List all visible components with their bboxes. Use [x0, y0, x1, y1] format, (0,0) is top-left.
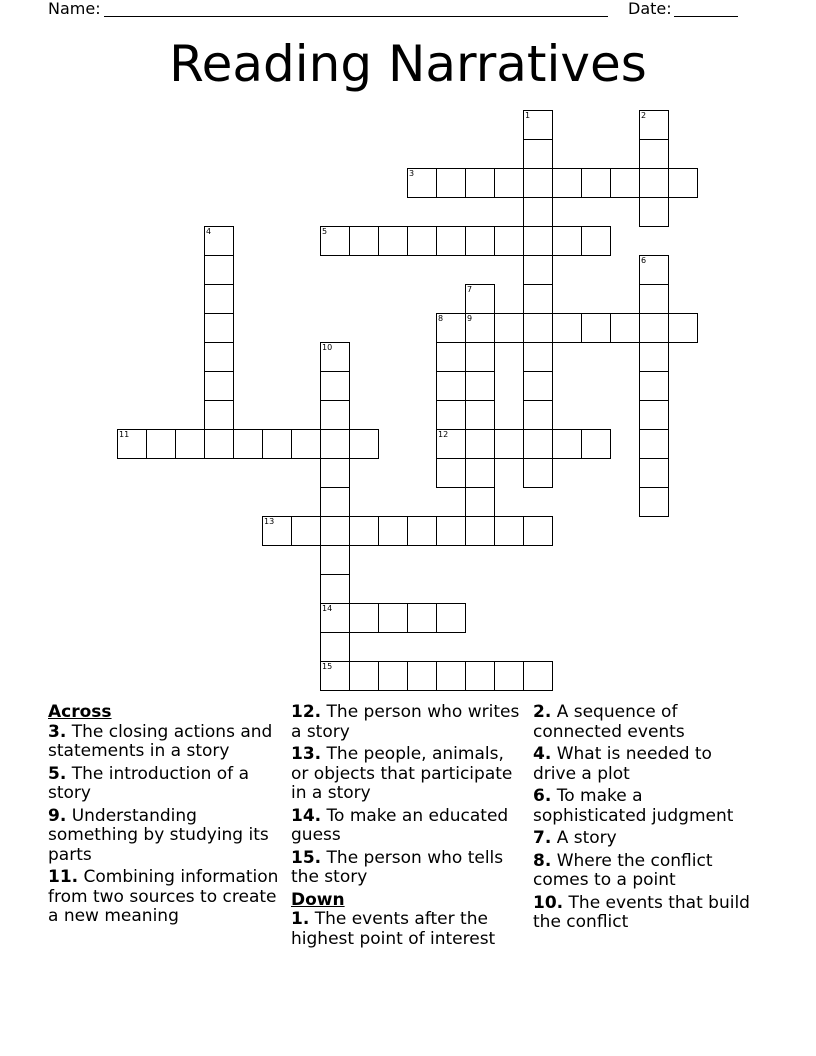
- grid-cell[interactable]: [262, 429, 292, 459]
- cell-number: 10: [322, 343, 333, 352]
- cell-number: 7: [467, 285, 473, 294]
- grid-cell[interactable]: [523, 371, 553, 401]
- grid-cell[interactable]: [436, 661, 466, 691]
- clue-across-11: 11. Combining information from two sources to create a new meaning: [48, 867, 279, 926]
- grid-cell[interactable]: [465, 429, 495, 459]
- grid-cell[interactable]: [407, 661, 437, 691]
- grid-cell[interactable]: [436, 458, 466, 488]
- grid-cell[interactable]: [523, 139, 553, 169]
- grid-cell[interactable]: [523, 255, 553, 285]
- cell-number: 6: [641, 256, 647, 265]
- grid-cell[interactable]: [581, 168, 611, 198]
- grid-cell[interactable]: [639, 168, 669, 198]
- grid-cell[interactable]: [465, 226, 495, 256]
- grid-cell[interactable]: [436, 342, 466, 372]
- grid-cell[interactable]: [581, 429, 611, 459]
- grid-cell[interactable]: [349, 516, 379, 546]
- grid-cell[interactable]: [494, 313, 524, 343]
- grid-cell[interactable]: [320, 632, 350, 662]
- grid-cell[interactable]: [639, 458, 669, 488]
- grid-cell[interactable]: [610, 168, 640, 198]
- name-label: Name:: [48, 0, 101, 18]
- grid-cell[interactable]: [320, 487, 350, 517]
- grid-cell[interactable]: [639, 313, 669, 343]
- grid-cell[interactable]: [639, 284, 669, 314]
- clue-across-12: 12. The person who writes a story: [291, 702, 520, 742]
- grid-cell[interactable]: [320, 371, 350, 401]
- grid-cell[interactable]: [465, 371, 495, 401]
- grid-cell[interactable]: [552, 226, 582, 256]
- grid-cell[interactable]: [204, 342, 234, 372]
- grid-cell[interactable]: [523, 226, 553, 256]
- across-heading: Across: [48, 702, 112, 722]
- grid-cell[interactable]: [320, 400, 350, 430]
- grid-cell[interactable]: [552, 168, 582, 198]
- grid-cell[interactable]: [407, 516, 437, 546]
- grid-cell[interactable]: [407, 603, 437, 633]
- grid-cell[interactable]: [378, 516, 408, 546]
- cell-number: 3: [409, 169, 415, 178]
- grid-cell[interactable]: [639, 429, 669, 459]
- grid-cell[interactable]: [233, 429, 263, 459]
- grid-cell[interactable]: [581, 313, 611, 343]
- grid-cell[interactable]: [436, 168, 466, 198]
- grid-cell[interactable]: [465, 168, 495, 198]
- grid-cell[interactable]: [349, 226, 379, 256]
- grid-cell[interactable]: [378, 226, 408, 256]
- grid-cell[interactable]: [407, 226, 437, 256]
- grid-cell[interactable]: [639, 342, 669, 372]
- grid-cell[interactable]: [639, 139, 669, 169]
- grid-cell[interactable]: [523, 400, 553, 430]
- grid-cell[interactable]: [175, 429, 205, 459]
- clue-across-13: 13. The people, animals, or objects that participate in a story: [291, 744, 513, 803]
- grid-cell[interactable]: [465, 458, 495, 488]
- cell-number: 12: [438, 430, 449, 439]
- grid-cell[interactable]: [320, 516, 350, 546]
- grid-cell[interactable]: [349, 429, 379, 459]
- cell-number: 13: [264, 517, 275, 526]
- grid-cell[interactable]: [320, 458, 350, 488]
- grid-cell[interactable]: [465, 400, 495, 430]
- date-label: Date:: [628, 0, 672, 18]
- grid-cell[interactable]: [639, 197, 669, 227]
- cell-number: 9: [467, 314, 473, 323]
- grid-cell[interactable]: [465, 516, 495, 546]
- clue-across-15: 15. The person who tells the story: [291, 847, 504, 887]
- grid-cell[interactable]: [494, 226, 524, 256]
- grid-cell[interactable]: [668, 313, 698, 343]
- grid-cell[interactable]: [465, 342, 495, 372]
- grid-cell[interactable]: [494, 661, 524, 691]
- grid-cell[interactable]: [436, 516, 466, 546]
- cell-number: 1: [525, 111, 531, 120]
- clue-down-2: 2. A sequence of connected events: [533, 702, 685, 742]
- grid-cell[interactable]: [436, 603, 466, 633]
- grid-cell[interactable]: [320, 574, 350, 604]
- clue-across-3: 3. The closing actions and statements in a story: [48, 721, 273, 761]
- grid-cell[interactable]: [291, 516, 321, 546]
- grid-cell[interactable]: [523, 516, 553, 546]
- grid-cell[interactable]: [465, 487, 495, 517]
- grid-cell[interactable]: [436, 400, 466, 430]
- grid-cell[interactable]: [204, 255, 234, 285]
- grid-cell[interactable]: [552, 313, 582, 343]
- clue-down-10: 10. The events that build the conflict: [533, 892, 750, 932]
- grid-cell[interactable]: [668, 168, 698, 198]
- grid-cell[interactable]: [523, 458, 553, 488]
- cell-number: 15: [322, 662, 333, 671]
- clue-across-5: 5. The introduction of a story: [48, 763, 249, 803]
- grid-cell[interactable]: [146, 429, 176, 459]
- clue-down-6: 6. To make a sophisticated judgment: [533, 786, 734, 826]
- grid-cell[interactable]: [494, 429, 524, 459]
- grid-cell[interactable]: [204, 400, 234, 430]
- grid-cell[interactable]: [204, 313, 234, 343]
- grid-cell[interactable]: [639, 400, 669, 430]
- clue-column-1: [48, 703, 280, 930]
- down-heading: Down: [291, 889, 345, 910]
- cell-number: 8: [438, 314, 444, 323]
- grid-cell[interactable]: [436, 371, 466, 401]
- grid-cell[interactable]: [523, 661, 553, 691]
- cell-number: 4: [206, 227, 212, 236]
- grid-cell[interactable]: [320, 429, 350, 459]
- clue-across-14: 14. To make an educated guess: [291, 805, 509, 845]
- grid-cell[interactable]: [494, 516, 524, 546]
- grid-cell[interactable]: [639, 487, 669, 517]
- clue-down-4: 4. What is needed to drive a plot: [533, 744, 712, 784]
- clue-down-8: 8. Where the conflict comes to a point: [533, 850, 713, 890]
- grid-cell[interactable]: [204, 429, 234, 459]
- grid-cell[interactable]: [523, 429, 553, 459]
- clue-down-1: 1. The events after the highest point of interest: [291, 909, 496, 949]
- grid-cell[interactable]: [465, 661, 495, 691]
- grid-cell[interactable]: [523, 197, 553, 227]
- clue-column-3: [533, 703, 753, 936]
- grid-cell[interactable]: [610, 313, 640, 343]
- grid-cell[interactable]: [204, 284, 234, 314]
- clue-down-7: 7. A story: [533, 828, 617, 848]
- cell-number: 11: [119, 430, 130, 439]
- grid-cell[interactable]: [320, 545, 350, 575]
- grid-cell[interactable]: [581, 226, 611, 256]
- grid-cell[interactable]: [349, 603, 379, 633]
- grid-cell[interactable]: [378, 661, 408, 691]
- page-title: Reading Narratives: [169, 35, 647, 93]
- grid-cell[interactable]: [523, 342, 553, 372]
- grid-cell[interactable]: [494, 168, 524, 198]
- grid-cell[interactable]: [523, 168, 553, 198]
- grid-cell[interactable]: [378, 603, 408, 633]
- cell-number: 5: [322, 227, 328, 236]
- grid-cell[interactable]: [523, 313, 553, 343]
- grid-cell[interactable]: [204, 371, 234, 401]
- cell-number: 2: [641, 111, 647, 120]
- clue-across-9: 9. Understanding something by studying its parts: [48, 805, 269, 865]
- clue-column-2: [291, 703, 523, 952]
- grid-cell[interactable]: [639, 371, 669, 401]
- grid-cell[interactable]: [291, 429, 321, 459]
- cell-number: 14: [322, 604, 333, 613]
- grid-cell[interactable]: [523, 284, 553, 314]
- grid-cell[interactable]: [436, 226, 466, 256]
- grid-cell[interactable]: [552, 429, 582, 459]
- grid-cell[interactable]: [349, 661, 379, 691]
